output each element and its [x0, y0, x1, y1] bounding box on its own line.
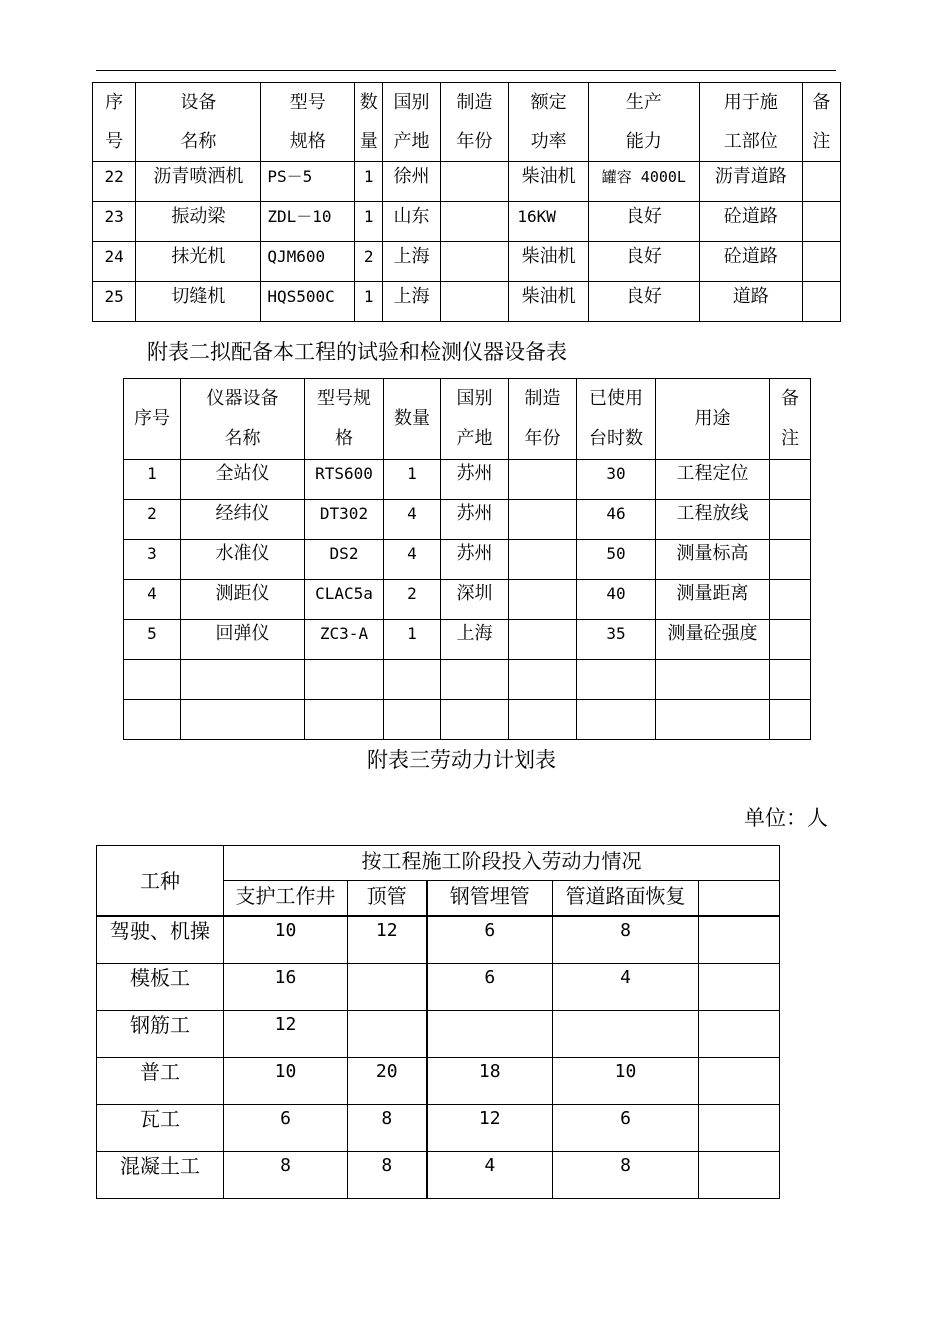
- instrument-table: [123, 378, 811, 740]
- table-cell: 30: [577, 460, 656, 500]
- table-cell: [181, 660, 305, 700]
- table-row: [93, 242, 841, 282]
- table-cell: 柴油机: [509, 282, 589, 322]
- header-cell: 工种: [97, 846, 224, 917]
- header-cell: 数量: [384, 379, 441, 460]
- table-cell: PS－5: [261, 162, 355, 202]
- table-cell: 8: [553, 1152, 699, 1199]
- table-cell: 12: [427, 1105, 553, 1152]
- unit-label: 单位：人: [744, 806, 828, 830]
- table-cell: 抹光机: [136, 242, 261, 282]
- table-cell: [802, 282, 840, 322]
- table-cell: 4: [384, 540, 441, 580]
- header-cell: 仪器设备 名称: [181, 379, 305, 460]
- table-cell: [802, 242, 840, 282]
- table-cell: [699, 916, 780, 964]
- table-cell: 4: [124, 580, 181, 620]
- header-cell: 型号 规格: [261, 83, 355, 162]
- table-row: [93, 282, 841, 322]
- header-cell: 备 注: [770, 379, 811, 460]
- table-row: [93, 162, 841, 202]
- table-cell: 12: [348, 916, 427, 964]
- table-cell: [509, 460, 577, 500]
- table-cell: [577, 660, 656, 700]
- header-cell: 用途: [656, 379, 770, 460]
- table-row: [97, 916, 780, 964]
- table-row: [97, 1011, 780, 1058]
- table-cell: [699, 964, 780, 1011]
- table-cell: 沥青道路: [699, 162, 802, 202]
- header-cell: [699, 881, 780, 917]
- table-cell: [770, 460, 811, 500]
- table-cell: 回弹仪: [181, 620, 305, 660]
- table-cell: 10: [553, 1058, 699, 1105]
- table-cell: 8: [348, 1105, 427, 1152]
- table-cell: QJM600: [261, 242, 355, 282]
- table-cell: [699, 1011, 780, 1058]
- table-cell: ZDL－10: [261, 202, 355, 242]
- table-cell: 24: [93, 242, 136, 282]
- table-cell: 柴油机: [509, 242, 589, 282]
- table-cell: 22: [93, 162, 136, 202]
- table-cell: 测距仪: [181, 580, 305, 620]
- table-cell: 驾驶、机操: [97, 916, 224, 964]
- table-cell: [440, 242, 509, 282]
- table-cell: [348, 1011, 427, 1058]
- table-cell: 4: [553, 964, 699, 1011]
- table-cell: 徐州: [383, 162, 440, 202]
- table-cell: [509, 580, 577, 620]
- header-cell: 已使用 台时数: [577, 379, 656, 460]
- table-cell: 上海: [383, 242, 440, 282]
- table-cell: 8: [553, 916, 699, 964]
- table-row: [124, 620, 811, 660]
- header-cell: 用于施 工部位: [699, 83, 802, 162]
- table-row: [97, 964, 780, 1011]
- table-cell: [770, 540, 811, 580]
- table-cell: [699, 1058, 780, 1105]
- table-cell: [440, 202, 509, 242]
- table-cell: 柴油机: [509, 162, 589, 202]
- table-cell: [656, 660, 770, 700]
- table-cell: [656, 700, 770, 740]
- table-row: [124, 700, 811, 740]
- table-cell: 水准仪: [181, 540, 305, 580]
- table-cell: 20: [348, 1058, 427, 1105]
- table-cell: [509, 660, 577, 700]
- table-cell: [384, 700, 441, 740]
- table-cell: 6: [427, 964, 553, 1011]
- table-cell: [553, 1011, 699, 1058]
- header-cell: 按工程施工阶段投入劳动力情况: [224, 846, 780, 881]
- table-row: [124, 540, 811, 580]
- instrument-table-header: [124, 379, 811, 460]
- table-cell: ZC3-A: [305, 620, 384, 660]
- table-cell: [577, 700, 656, 740]
- table-cell: [305, 660, 384, 700]
- table-cell: 4: [384, 500, 441, 540]
- table-cell: 测量标高: [656, 540, 770, 580]
- table-cell: [509, 620, 577, 660]
- table-cell: 苏州: [441, 460, 509, 500]
- table-cell: [348, 964, 427, 1011]
- table-cell: 3: [124, 540, 181, 580]
- table-cell: 6: [553, 1105, 699, 1152]
- table-cell: [427, 1011, 553, 1058]
- table-cell: 混凝土工: [97, 1152, 224, 1199]
- table-cell: 切缝机: [136, 282, 261, 322]
- table-cell: [124, 700, 181, 740]
- table-cell: 50: [577, 540, 656, 580]
- table-cell: 16KW: [509, 202, 589, 242]
- table-cell: [384, 660, 441, 700]
- equipment-table-header: [93, 83, 841, 162]
- table-cell: CLAC5a: [305, 580, 384, 620]
- table-cell: [802, 202, 840, 242]
- table-row: [124, 460, 811, 500]
- table-cell: 1: [355, 282, 383, 322]
- table-cell: [770, 500, 811, 540]
- table-cell: 深圳: [441, 580, 509, 620]
- table-cell: 1: [124, 460, 181, 500]
- table-cell: 1: [355, 202, 383, 242]
- labor-table-header: [97, 846, 780, 881]
- table-cell: 5: [124, 620, 181, 660]
- instrument-table-caption: 附表二拟配备本工程的试验和检测仪器设备表: [147, 340, 567, 364]
- table-cell: [509, 540, 577, 580]
- table-cell: 全站仪: [181, 460, 305, 500]
- table-cell: 经纬仪: [181, 500, 305, 540]
- header-cell: 支护工作井: [224, 881, 348, 917]
- table-cell: [699, 1105, 780, 1152]
- table-cell: [699, 1152, 780, 1199]
- table-cell: 苏州: [441, 500, 509, 540]
- table-cell: 8: [348, 1152, 427, 1199]
- table-cell: 上海: [441, 620, 509, 660]
- table-cell: 工程定位: [656, 460, 770, 500]
- table-cell: [770, 660, 811, 700]
- table-cell: 工程放线: [656, 500, 770, 540]
- table-cell: 苏州: [441, 540, 509, 580]
- table-row: [93, 202, 841, 242]
- table-cell: 25: [93, 282, 136, 322]
- table-cell: [770, 700, 811, 740]
- table-cell: 40: [577, 580, 656, 620]
- table-cell: 1: [384, 620, 441, 660]
- equipment-table: [92, 82, 841, 322]
- table-cell: 沥青喷洒机: [136, 162, 261, 202]
- table-cell: 2: [355, 242, 383, 282]
- table-cell: 钢筋工: [97, 1011, 224, 1058]
- table-cell: 4: [427, 1152, 553, 1199]
- header-cell: 额定 功率: [509, 83, 589, 162]
- header-cell: 国别 产地: [383, 83, 440, 162]
- table-cell: [509, 500, 577, 540]
- table-cell: 6: [224, 1105, 348, 1152]
- table-cell: [440, 162, 509, 202]
- table-cell: 良好: [588, 202, 699, 242]
- table-cell: 砼道路: [699, 242, 802, 282]
- header-cell: 国别 产地: [441, 379, 509, 460]
- table-cell: 模板工: [97, 964, 224, 1011]
- table-cell: [440, 282, 509, 322]
- table-cell: 1: [355, 162, 383, 202]
- table-cell: [441, 700, 509, 740]
- table-cell: 罐容 4000L: [588, 162, 699, 202]
- header-cell: 型号规 格: [305, 379, 384, 460]
- table-cell: 10: [224, 1058, 348, 1105]
- table-cell: [305, 700, 384, 740]
- header-cell: 序 号: [93, 83, 136, 162]
- table-cell: RTS600: [305, 460, 384, 500]
- table-cell: 良好: [588, 242, 699, 282]
- table-cell: 8: [224, 1152, 348, 1199]
- table-cell: [509, 700, 577, 740]
- header-cell: 数 量: [355, 83, 383, 162]
- table-cell: [802, 162, 840, 202]
- table-cell: 良好: [588, 282, 699, 322]
- table-cell: HQS500C: [261, 282, 355, 322]
- labor-table: [96, 845, 780, 1199]
- header-rule: [96, 70, 836, 71]
- table-row: [124, 660, 811, 700]
- header-cell: 管道路面恢复: [553, 881, 699, 917]
- table-cell: [441, 660, 509, 700]
- header-cell: 生产 能力: [588, 83, 699, 162]
- table-cell: [181, 700, 305, 740]
- table-cell: 46: [577, 500, 656, 540]
- table-row: [97, 1058, 780, 1105]
- table-cell: 砼道路: [699, 202, 802, 242]
- table-cell: 1: [384, 460, 441, 500]
- table-cell: [770, 620, 811, 660]
- header-cell: 制造 年份: [440, 83, 509, 162]
- table-cell: [770, 580, 811, 620]
- table-cell: 测量砼强度: [656, 620, 770, 660]
- table-row: [97, 1105, 780, 1152]
- table-cell: 测量距离: [656, 580, 770, 620]
- table-cell: 35: [577, 620, 656, 660]
- header-cell: 钢管埋管: [427, 881, 553, 917]
- table-cell: 23: [93, 202, 136, 242]
- table-cell: DT302: [305, 500, 384, 540]
- table-cell: 18: [427, 1058, 553, 1105]
- table-cell: 16: [224, 964, 348, 1011]
- table-cell: 振动梁: [136, 202, 261, 242]
- header-cell: 备 注: [802, 83, 840, 162]
- table-cell: 10: [224, 916, 348, 964]
- header-cell: 设备 名称: [136, 83, 261, 162]
- header-cell: 顶管: [348, 881, 427, 917]
- table-cell: 山东: [383, 202, 440, 242]
- header-cell: 制造 年份: [509, 379, 577, 460]
- table-cell: 瓦工: [97, 1105, 224, 1152]
- table-row: [124, 500, 811, 540]
- header-cell: 序号: [124, 379, 181, 460]
- table-row: [124, 580, 811, 620]
- table-cell: 2: [124, 500, 181, 540]
- table-cell: [124, 660, 181, 700]
- table-cell: 6: [427, 916, 553, 964]
- table-cell: 普工: [97, 1058, 224, 1105]
- labor-table-caption: 附表三劳动力计划表: [367, 748, 556, 772]
- table-cell: 道路: [699, 282, 802, 322]
- table-cell: DS2: [305, 540, 384, 580]
- table-cell: 2: [384, 580, 441, 620]
- table-row: [97, 1152, 780, 1199]
- table-cell: 上海: [383, 282, 440, 322]
- table-cell: 12: [224, 1011, 348, 1058]
